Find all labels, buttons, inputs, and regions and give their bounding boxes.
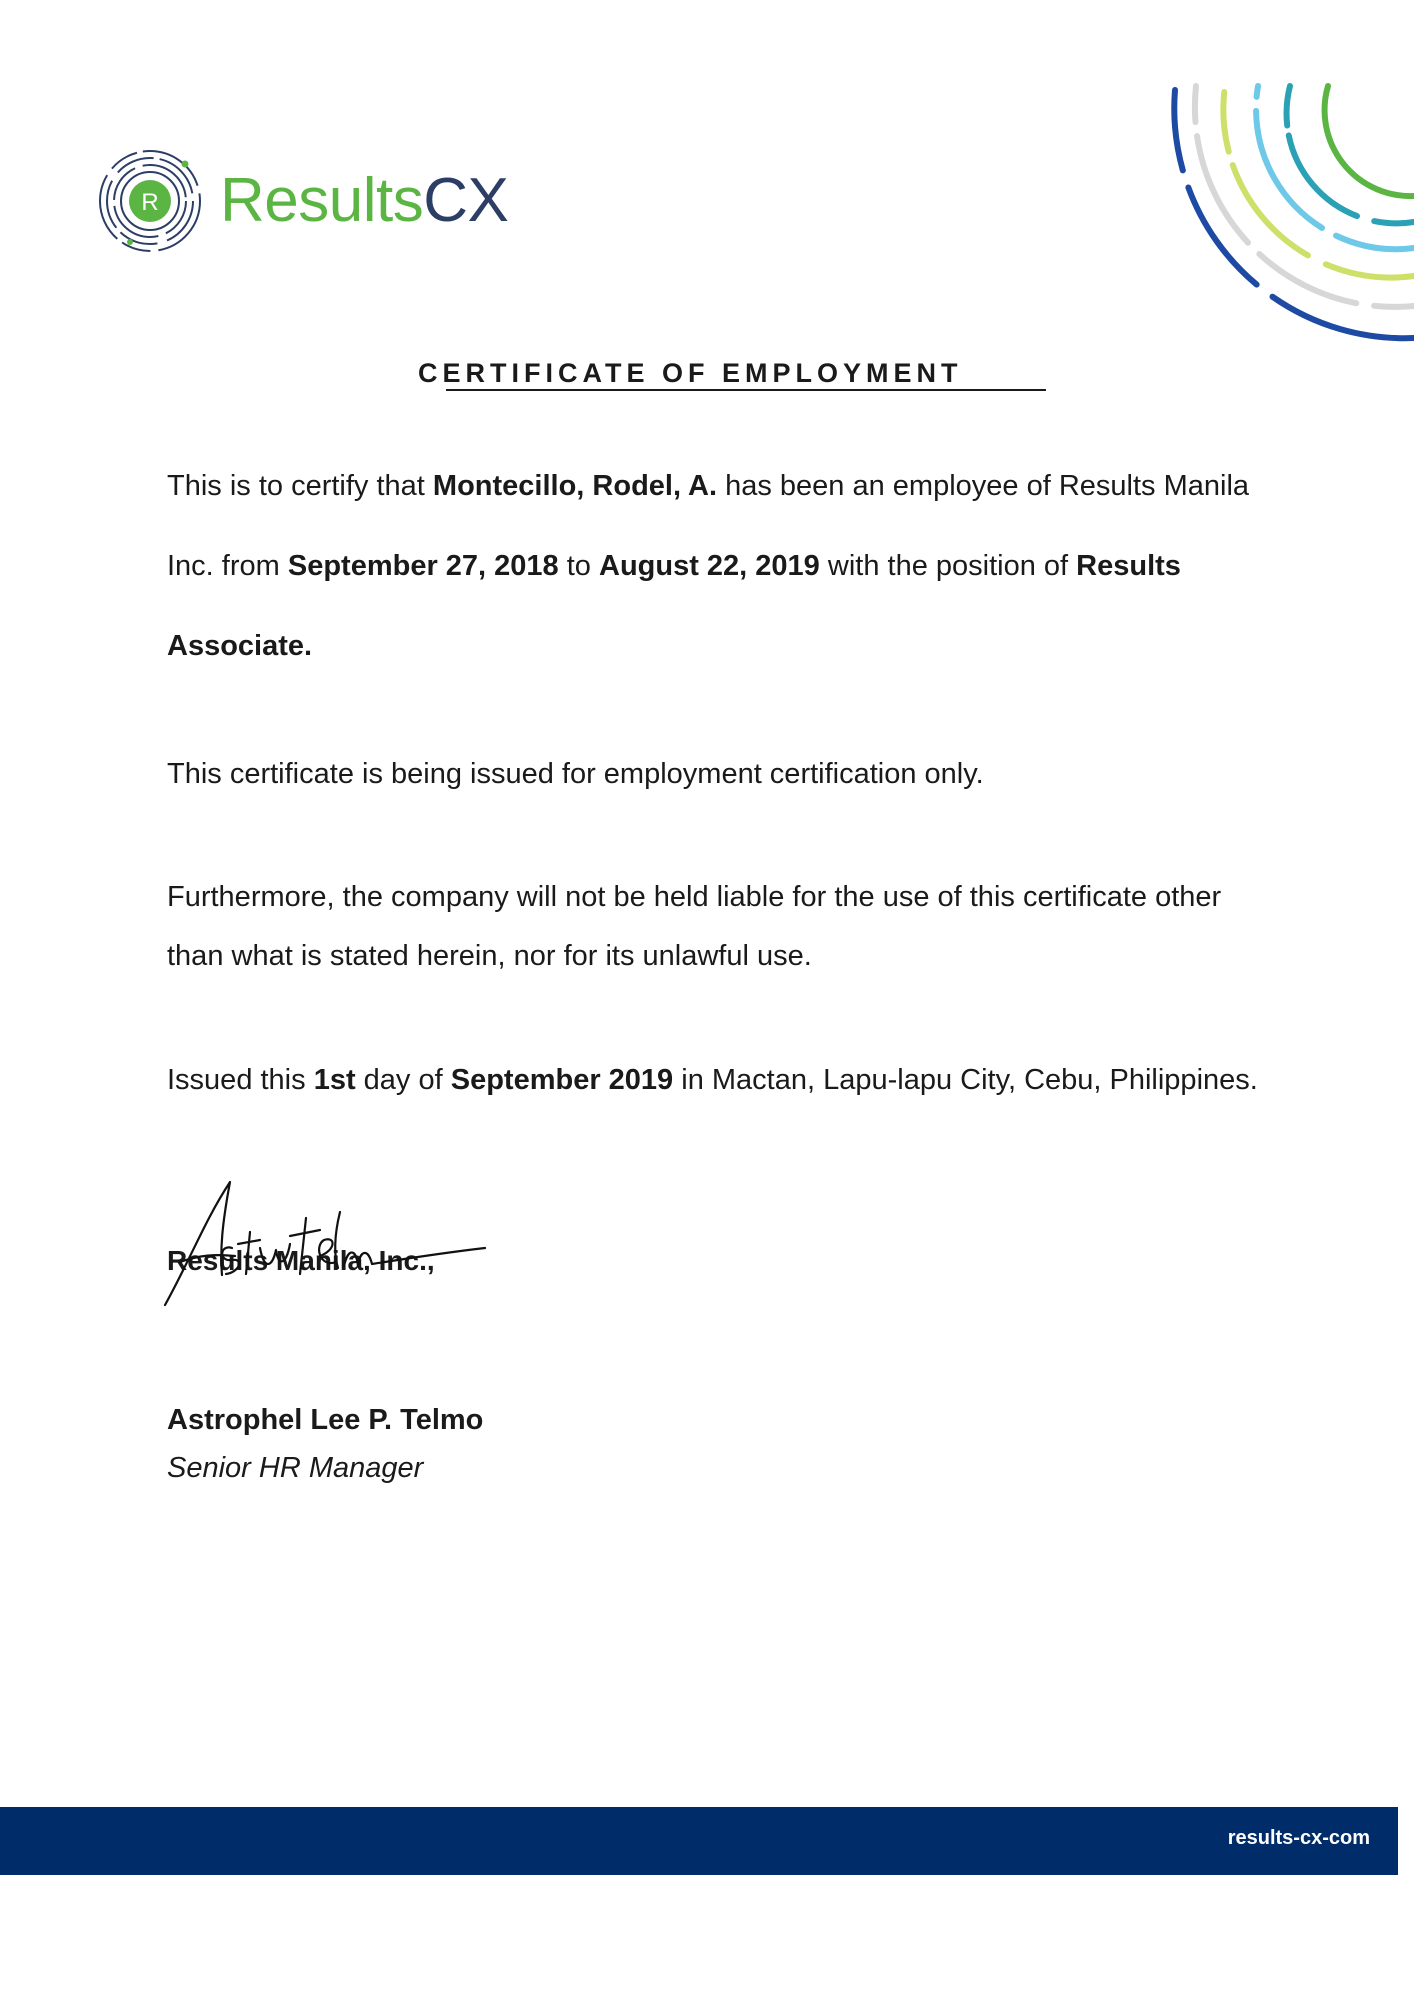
title-underline <box>446 389 1046 391</box>
footer-bar <box>0 1807 1398 1875</box>
signature-icon <box>160 1170 500 1320</box>
issue-month-year: September 2019 <box>450 1064 674 1096</box>
issue-day: 1st <box>313 1064 356 1096</box>
decorative-arcs-icon <box>1140 60 1414 350</box>
liability-paragraph: Furthermore, the company will not be held liable for the use of this certificate other than what is stated herein, nor for its unlawful use. <box>167 881 1222 972</box>
company-line: Results Manila, Inc., <box>167 1245 435 1276</box>
position-title: Results Associate. <box>167 550 1181 662</box>
company-logo <box>95 146 525 256</box>
svg-text:R: R <box>141 189 159 216</box>
logo-emblem-icon <box>95 146 205 256</box>
certification-paragraph: This is to certify that Montecillo, Rodel, A. has been an employee of Results Manila Inc. from September 27, 2018 to August 22, 2019 with the position of Results Associate. <box>167 470 1250 662</box>
employee-name: Montecillo, Rodel, A. <box>432 470 718 502</box>
document-title: CERTIFICATE OF EMPLOYMENT <box>418 358 963 388</box>
end-date: August 22, 2019 <box>599 550 820 582</box>
signer-title: Senior HR Manager <box>167 1452 424 1484</box>
signer-name: Astrophel Lee P. Telmo <box>167 1404 484 1436</box>
purpose-paragraph: This certificate is being issued for employment certification only. <box>167 758 984 790</box>
footer-website-link[interactable]: results-cx-com <box>1227 1827 1370 1849</box>
logo-wordmark: ResultsCX <box>220 166 509 235</box>
issuance-paragraph: Issued this 1st day of September 2019 in Mactan, Lapu-lapu City, Cebu, Philippines. <box>167 1064 1258 1096</box>
start-date: September 27, 2018 <box>287 550 559 582</box>
